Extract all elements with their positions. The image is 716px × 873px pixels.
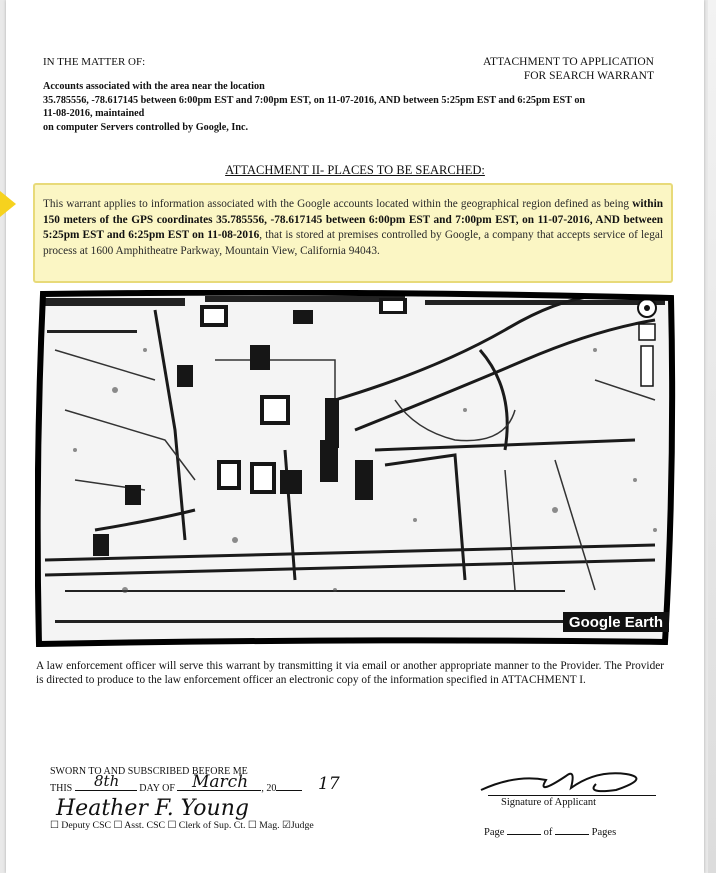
aerial-map-image [35, 290, 676, 649]
accounts-description [43, 80, 673, 134]
checkbox-label: Asst. CSC [124, 820, 166, 831]
attachment-heading [426, 55, 654, 83]
judge-signature: Heather F. Young [56, 796, 249, 821]
checkbox-label: Mag. [259, 820, 280, 831]
year-prefix: , 20 [261, 783, 277, 794]
attachment-heading-line2: FOR SEARCH WARRANT [523, 70, 654, 82]
year-blank [276, 780, 302, 791]
page-count [484, 825, 616, 838]
accounts-line: 11-08-2016, maintained [43, 108, 145, 120]
service-paragraph: A law enforcement officer will serve this warrant by transmitting it via email or another appropriate manner to the Provider. The Provider is directed to produce to the law enforcement officer an electronic copy of the information specified in ATTACHMENT I. [36, 660, 664, 686]
checkbox-label: Clerk of Sup. Ct. [178, 820, 246, 831]
scrollbar[interactable] [708, 0, 716, 873]
day-of-label: DAY OF [139, 783, 175, 794]
checkbox-label: Deputy CSC [61, 820, 112, 831]
checkbox-label: Judge [290, 820, 314, 831]
accounts-line: 35.785556, -78.617145 between 6:00pm EST and 7:00pm EST, on 11-07-2016, AND between 5:25pm EST and 6:25pm EST on [43, 94, 586, 106]
warrant-text-part: , that is stored at premises controlled by Google, a company that accepts service of legal process at 1600 Amphitheatre Parkway, Mountain View, California 94043. [43, 229, 663, 257]
warrant-text-part: This warrant applies to information associated with the Google accounts located within the geographical region defined as being [43, 198, 633, 210]
checkbox-judge-checked[interactable]: ☑ [282, 820, 291, 831]
page-blank [507, 825, 541, 835]
warrant-bold-part: within 150 meters of the GPS coordinates 35.785556, -78.617145 between 6:00pm EST and 7:00pm EST, on 11-07-2016, AND between 5:25pm EST and 6:25pm EST on 11-08-2016 [43, 198, 663, 241]
checkbox-clerk[interactable]: ☐ [167, 820, 177, 831]
pages-blank [555, 825, 589, 835]
role-checkboxes [50, 820, 314, 831]
matter-heading: IN THE MATTER OF: [43, 56, 146, 68]
this-label: THIS [50, 783, 73, 794]
page-label: Page [484, 827, 505, 838]
attachment-title: ATTACHMENT II- PLACES TO BE SEARCHED: [225, 163, 485, 177]
checkbox-asst[interactable]: ☐ [113, 820, 123, 831]
document-page [6, 0, 704, 873]
handwritten-month: March [192, 772, 249, 792]
accounts-line: on computer Servers controlled by Google, Inc. [43, 121, 249, 133]
accounts-line: Accounts associated with the area near the location [43, 81, 265, 92]
attachment-heading-line1: ATTACHMENT TO APPLICATION [483, 56, 654, 68]
checkbox-deputy[interactable]: ☐ [50, 820, 59, 831]
checkbox-mag[interactable]: ☐ [247, 820, 257, 831]
warrant-paragraph [43, 197, 663, 259]
google-earth-watermark: Google Earth [568, 614, 664, 631]
sworn-title: SWORN TO AND SUBSCRIBED BEFORE ME [50, 766, 248, 777]
pages-label: Pages [591, 827, 617, 838]
of-label: of [543, 827, 553, 838]
signature-line [488, 795, 656, 796]
signature-label: Signature of Applicant [501, 797, 597, 808]
handwritten-year: 17 [318, 774, 340, 794]
highlight-pin-icon[interactable] [0, 191, 16, 217]
handwritten-day: 8th [94, 772, 120, 790]
